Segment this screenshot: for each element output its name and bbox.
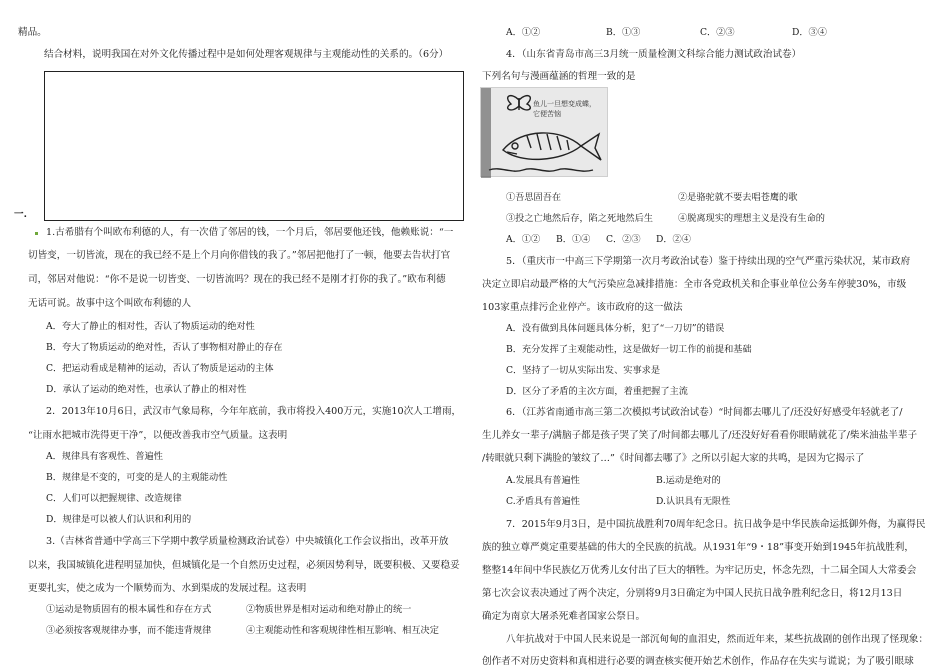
cartoon-caption-line: 鱼儿一旦想变成蝶， xyxy=(533,100,596,108)
q3-statement-1: ①运动是物质固有的根本属性和存在方式 xyxy=(46,604,212,615)
prev-option-b: B．①③ xyxy=(606,27,641,38)
cartoon-image xyxy=(480,87,608,177)
top-word: 精品。 xyxy=(18,27,47,38)
q4-statement-2: ②是骆驼就不要去唱苍鹰的歌 xyxy=(678,192,798,203)
q7-line: 第七次会议表决通过了两个决定，分别将9月3日确定为中国人民抗日战争胜利纪念日，将12月13日 xyxy=(482,588,903,599)
q6-option-d: D.认识具有无限性 xyxy=(656,496,731,507)
q5-line: 103家重点排污企业停产。该市政府的这一做法 xyxy=(482,302,683,313)
q4-statement-1: ①吾思固吾在 xyxy=(506,192,562,203)
q2-option-c: C．人们可以把握规律、改造规律 xyxy=(46,493,182,504)
q2-line: “让雨水把城市洗得更干净”，以便改善我市空气质量。这表明 xyxy=(28,430,288,441)
q2-option-a: A．规律具有客观性、普遍性 xyxy=(46,451,163,462)
q5-option-d: D．区分了矛盾的主次方面，着重把握了主流 xyxy=(506,386,688,397)
section-marker: 一. xyxy=(14,209,27,220)
q2-option-d: D．规律是可以被人们认识和利用的 xyxy=(46,514,192,525)
q4-option-b: B．①④ xyxy=(556,234,591,245)
q1-option-b: B．夸大了物质运动的绝对性，否认了事物相对静止的存在 xyxy=(46,342,283,353)
q1-line: 司，邻居对他说：“你不是说一切皆变、一切皆流吗？现在的我已经不是刚才打你的我了。”欧布利德 xyxy=(28,274,446,285)
q6-line: /转眼就只剩下满脸的皱纹了…”《时间都去哪了》之所以引起大家的共鸣，是因为它揭示了 xyxy=(482,453,865,464)
q4-prompt: 下列名句与漫画蕴涵的哲理一致的是 xyxy=(482,71,636,82)
q4-header: 4．（山东省青岛市高三3月统一质量检测文科综合能力测试政治试卷） xyxy=(506,49,802,60)
q5-option-b: B．充分发挥了主观能动性，这是做好一切工作的前提和基础 xyxy=(506,344,752,355)
q4-statement-4: ④脱离现实的理想主义是没有生命的 xyxy=(678,213,825,224)
q7-para2-line: 八年抗战对于中国人民来说是一部沉甸甸的血泪史，然而近年来，某些抗战剧的创作出现了怪现象： xyxy=(506,634,929,645)
q4-option-a: A．①② xyxy=(506,234,541,245)
question-prompt: 结合材料，说明我国在对外文化传播过程中是如何处理客观规律与主观能动性的关系的。（6分） xyxy=(44,49,449,60)
q5-line: 5．（重庆市一中高三下学期第一次月考政治试卷）鉴于持续出现的空气严重污染状况，某市政府 xyxy=(506,256,911,267)
q7-line: 族的独立尊严奠定重要基础的伟大的全民族的抗战。从1931年“9・18”事变开始到1945年抗战胜利， xyxy=(482,542,914,553)
q3-line: 更要扎实，使之成为一个顺势而为、水到渠成的发展过程。这表明 xyxy=(28,583,307,594)
q2-line: 2．2013年10月6日，武汉市气象局称，今年年底前，我市将投入400万元，实施10次人工增雨， xyxy=(46,406,462,417)
q7-line: 7．2015年9月3日，是中国抗战胜利70周年纪念日。抗日战争是中华民族命运抵御外侮，为赢得民 xyxy=(506,519,926,530)
q6-option-a: A.发展具有普遍性 xyxy=(506,475,580,486)
q3-statement-4: ④主观能动性和客观规律性相互影响、相互决定 xyxy=(246,625,439,636)
q1-line: 无话可说。故事中这个叫欧布利德的人 xyxy=(28,298,192,309)
q5-option-c: C．坚持了一切从实际出发、实事求是 xyxy=(506,365,661,376)
q5-line: 决定立即启动最严格的大气污染应急减排措施：全市各党政机关和企事业单位公务车停驶30%，市级 xyxy=(482,279,907,290)
q6-line: 生儿养女一辈子/满脑子都是孩子哭了笑了/时间都去哪儿了/还没好好看看你眼睛就花了/柴米油盐半辈子 xyxy=(482,430,918,441)
fish-butterfly-drawing xyxy=(481,88,609,178)
cartoon-caption-line: 它便苦恼 xyxy=(533,110,561,118)
q1-line: 切皆变，一切皆流，现在的我已经不是上个月向你借钱的我了。”邻居把他打了一顿，他要去告状打官 xyxy=(28,250,451,261)
q6-line: 6．（江苏省南通市高三第二次模拟考试政治试卷）“时间都去哪儿了/还没好好感受年轻就老了/ xyxy=(506,407,903,418)
q2-option-b: B．规律是不变的，可变的是人的主观能动性 xyxy=(46,472,228,483)
q4-option-d: D．②④ xyxy=(656,234,691,245)
q7-line: 确定为南京大屠杀死难者国家公祭日。 xyxy=(482,611,646,622)
prev-option-d: D．③④ xyxy=(792,27,827,38)
prev-option-a: A．①② xyxy=(506,27,541,38)
q3-line: 3.（吉林省普通中学高三下学期中教学质量检测政治试卷）中央城镇化工作会议指出，改革开放 xyxy=(46,536,449,547)
q6-option-c: C.矛盾具有普遍性 xyxy=(506,496,580,507)
q4-statement-3: ③投之亡地然后存，陷之死地然后生 xyxy=(506,213,653,224)
green-marker-icon xyxy=(35,232,38,235)
q7-line: 整整14年间中华民族亿万优秀儿女付出了巨大的牺牲。为牢记历史，怀念先烈，十二届全国人大常委会 xyxy=(482,565,917,576)
q6-option-b: B.运动是绝对的 xyxy=(656,475,721,486)
q5-option-a: A．没有做到具体问题具体分析，犯了“一刀切”的错误 xyxy=(506,323,725,334)
q1-option-a: A．夸大了静止的相对性，否认了物质运动的绝对性 xyxy=(46,321,255,332)
q7-para2-line: 创作者不对历史资料和真相进行必要的调查核实便开始艺术创作，作品存在失实与谎说；为了吸引眼球 xyxy=(482,656,914,667)
q1-option-c: C．把运动看成是精神的运动，否认了物质是运动的主体 xyxy=(46,363,274,374)
q1-option-d: D．承认了运动的绝对性，也承认了静止的相对性 xyxy=(46,384,247,395)
answer-box xyxy=(44,71,464,221)
q4-option-c: C．②③ xyxy=(606,234,641,245)
q3-line: 以来，我国城镇化进程明显加快，但城镇化是一个自然历史过程，必须因势利导，既要积极、又要稳妥 xyxy=(28,560,460,571)
q3-statement-3: ③必须按客观规律办事，而不能违背规律 xyxy=(46,625,212,636)
q3-statement-2: ②物质世界是相对运动和绝对静止的统一 xyxy=(246,604,412,615)
prev-option-c: C．②③ xyxy=(700,27,735,38)
q1-line: 1.古希腊有个叫欧布利德的人，有一次借了邻居的钱，一个月后，邻居要他还钱，他赖账说：“一 xyxy=(46,227,454,238)
